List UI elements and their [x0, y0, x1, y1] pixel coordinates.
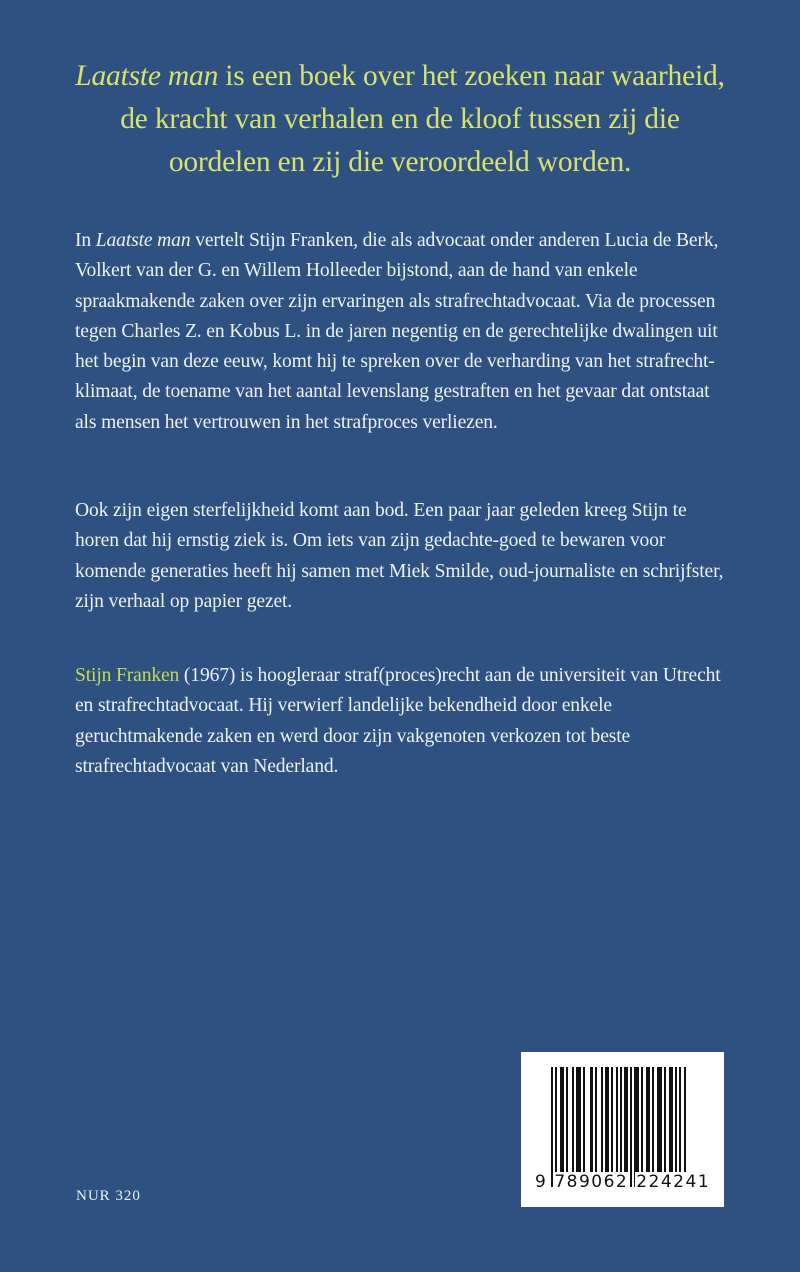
- tagline-line2: de kracht van verhalen en de kloof tussen zij die: [120, 103, 680, 135]
- personal-text: Ook zijn eigen sterfelijkheid komt aan bod. Een paar jaar geleden kreeg Stijn te horen dat hij ernstig ziek is. Om iets van zijn gedachte-goed te bewaren voor komende generaties heeft hij samen met Miek Smilde, oud-journaliste en schrijfster, zijn verhaal op papier gezet.: [75, 500, 724, 612]
- author-bio-text: (1967) is hoogleraar straf(proces)recht aan de universiteit van Utrecht en strafrechtadvocaat. Hij verwierf landelijke bekendheid door enkele geruchtmakende zaken en werd door zijn vakgenoten verkozen tot beste strafrechtadvocaat van Nederland.: [75, 665, 721, 777]
- tagline-line3: oordelen en zij die veroordeeld worden.: [168, 146, 632, 178]
- synopsis-text: vertelt Stijn Franken, die als advocaat onder anderen Lucia de Berk, Volkert van der G. en Willem Holleeder bijstond, aan de hand van enkele spraakmakende zaken over zijn ervaringen als strafrechtadvocaat. Via de processen tegen Charles Z. en Kobus L. in de jaren negentig en de gerechtelijke dwalingen uit het begin van deze eeuw, komt hij te spreken over de verharding van het strafrecht-klimaat, de toename van het aantal levenslang gestraften en het gevaar dat ontstaat als mensen het vertrouwen in het strafproces verliezen.: [75, 230, 719, 433]
- barcode-group-1: 789062: [554, 1172, 629, 1192]
- tagline: [40, 55, 760, 184]
- tagline-book-title: Laatste man: [75, 60, 219, 92]
- barcode-bars: [551, 1067, 701, 1187]
- synopsis-paragraph: [75, 226, 735, 438]
- tagline-line1: is een boek over het zoeken naar waarheid,: [218, 60, 725, 92]
- barcode-digits: [535, 1172, 715, 1192]
- isbn-barcode: [521, 1052, 724, 1207]
- author-name: Stijn Franken: [75, 665, 180, 686]
- personal-paragraph: [75, 496, 735, 617]
- barcode-group-2: 224241: [636, 1172, 711, 1192]
- synopsis-prefix: In: [75, 230, 96, 251]
- author-bio: [75, 661, 735, 782]
- nur-code: NUR 320: [76, 1188, 141, 1204]
- barcode-first-digit: 9: [535, 1172, 548, 1192]
- synopsis-book-title: Laatste man: [95, 230, 191, 251]
